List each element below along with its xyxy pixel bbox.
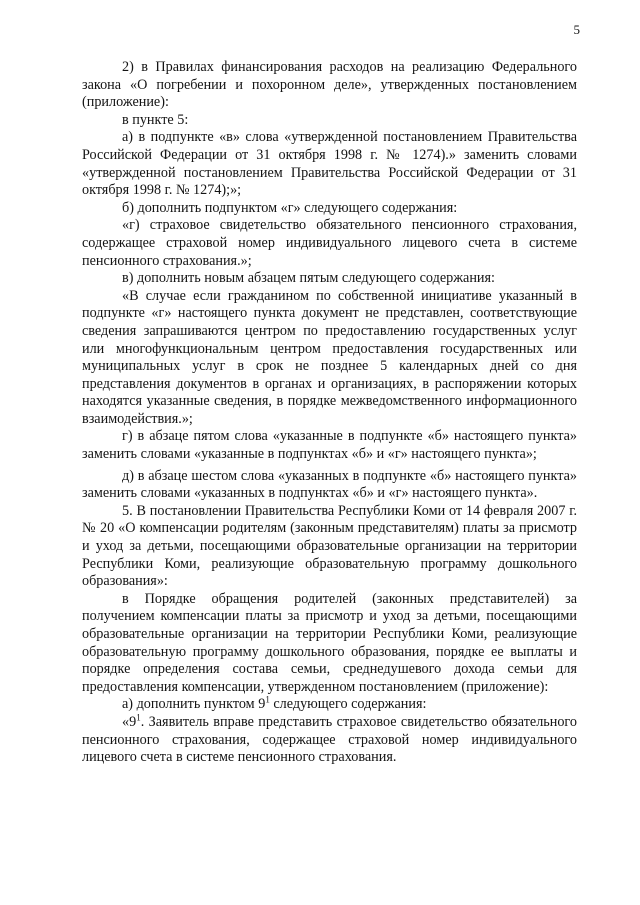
paragraph-13 bbox=[82, 714, 577, 767]
paragraph-8: г) в абзаце пятом слова «указанные в подпункте «б» настоящего пункта» заменить словами «указанные в подпунктах «б» и «г» настоящего пункта»; bbox=[82, 428, 577, 463]
paragraph-4: б) дополнить подпунктом «г» следующего содержания: bbox=[122, 199, 458, 216]
paragraph-9: д) в абзаце шестом слова «указанных в подпункте «б» настоящего пункта» заменить словами «указанных в подпунктах «б» и «г» настоящего пункта». bbox=[82, 467, 577, 502]
paragraph-5: «г) страховое свидетельство обязательного пенсионного страхования, содержащее страховой номер индивидуального лицевого счета в системе пенсионного страхования.»; bbox=[82, 217, 577, 269]
paragraph-11: в Порядке обращения родителей (законных представителей) за получением компенсации платы за присмотр и уход за детьми, посещающими образовательные организации на территории Республики Коми, реализующие образовательную программу дошкольного образования, порядке ее выплаты и порядке определения состава семьи, среднедушевого дохода семьи для предоставления компенсации, утвержденном постановлением (приложение): bbox=[82, 590, 577, 695]
paragraph-2: в пункте 5: bbox=[122, 111, 189, 128]
paragraph-12 bbox=[82, 696, 577, 714]
paragraph-12-text: а) дополнить пунктом 9 bbox=[122, 696, 266, 713]
paragraph-3: а) в подпункте «в» слова «утвержденной постановлением Правительства Российской Федерации от 31 октября 1998 г. № 1274).» заменить словами «утвержденной постановлением Правительства Российской Федерации от 31 октября 1998 г. № 1274);»; bbox=[82, 129, 577, 199]
superscript-mark: 1 bbox=[265, 694, 270, 705]
paragraph-12-tail: следующего содержания: bbox=[269, 696, 427, 713]
paragraph-7: «В случае если гражданином по собственной инициативе указанный в подпункте «г» настоящего пункта документ не представлен, соответствующие сведения запрашиваются центром по предоставлению государственных услуг или многофункциональным центром предоставления государственных или муниципальных услуг в срок не позднее 5 календарных дней со дня представления документов в органах и организациях, в распоряжении которых находятся указанные сведения, в порядке межведомственного информационного взаимодействия.»; bbox=[82, 287, 577, 427]
paragraph-13-tail: . Заявитель вправе представить страховое свидетельство обязательного пенсионного страхования, содержащее страховой номер индивидуального лицевого счета в системе пенсионного страхования. bbox=[82, 713, 577, 766]
paragraph-6: в) дополнить новым абзацем пятым следующего содержания: bbox=[122, 270, 495, 287]
document-body bbox=[82, 59, 577, 767]
paragraph-1: 2) в Правилах финансирования расходов на реализацию Федерального закона «О погребении и похоронном деле», утвержденных постановлением (приложение): bbox=[82, 59, 577, 111]
paragraph-10: 5. В постановлении Правительства Республики Коми от 14 февраля 2007 г. № 20 «О компенсации родителям (законным представителям) платы за присмотр и уход за детьми, посещающими образовательные организации на территории Республики Коми, реализующие образовательную программу дошкольного образования»: bbox=[82, 502, 577, 590]
page-number: 5 bbox=[573, 22, 580, 37]
paragraph-13-text: «9 bbox=[122, 713, 137, 730]
superscript-mark: 1 bbox=[136, 712, 141, 723]
